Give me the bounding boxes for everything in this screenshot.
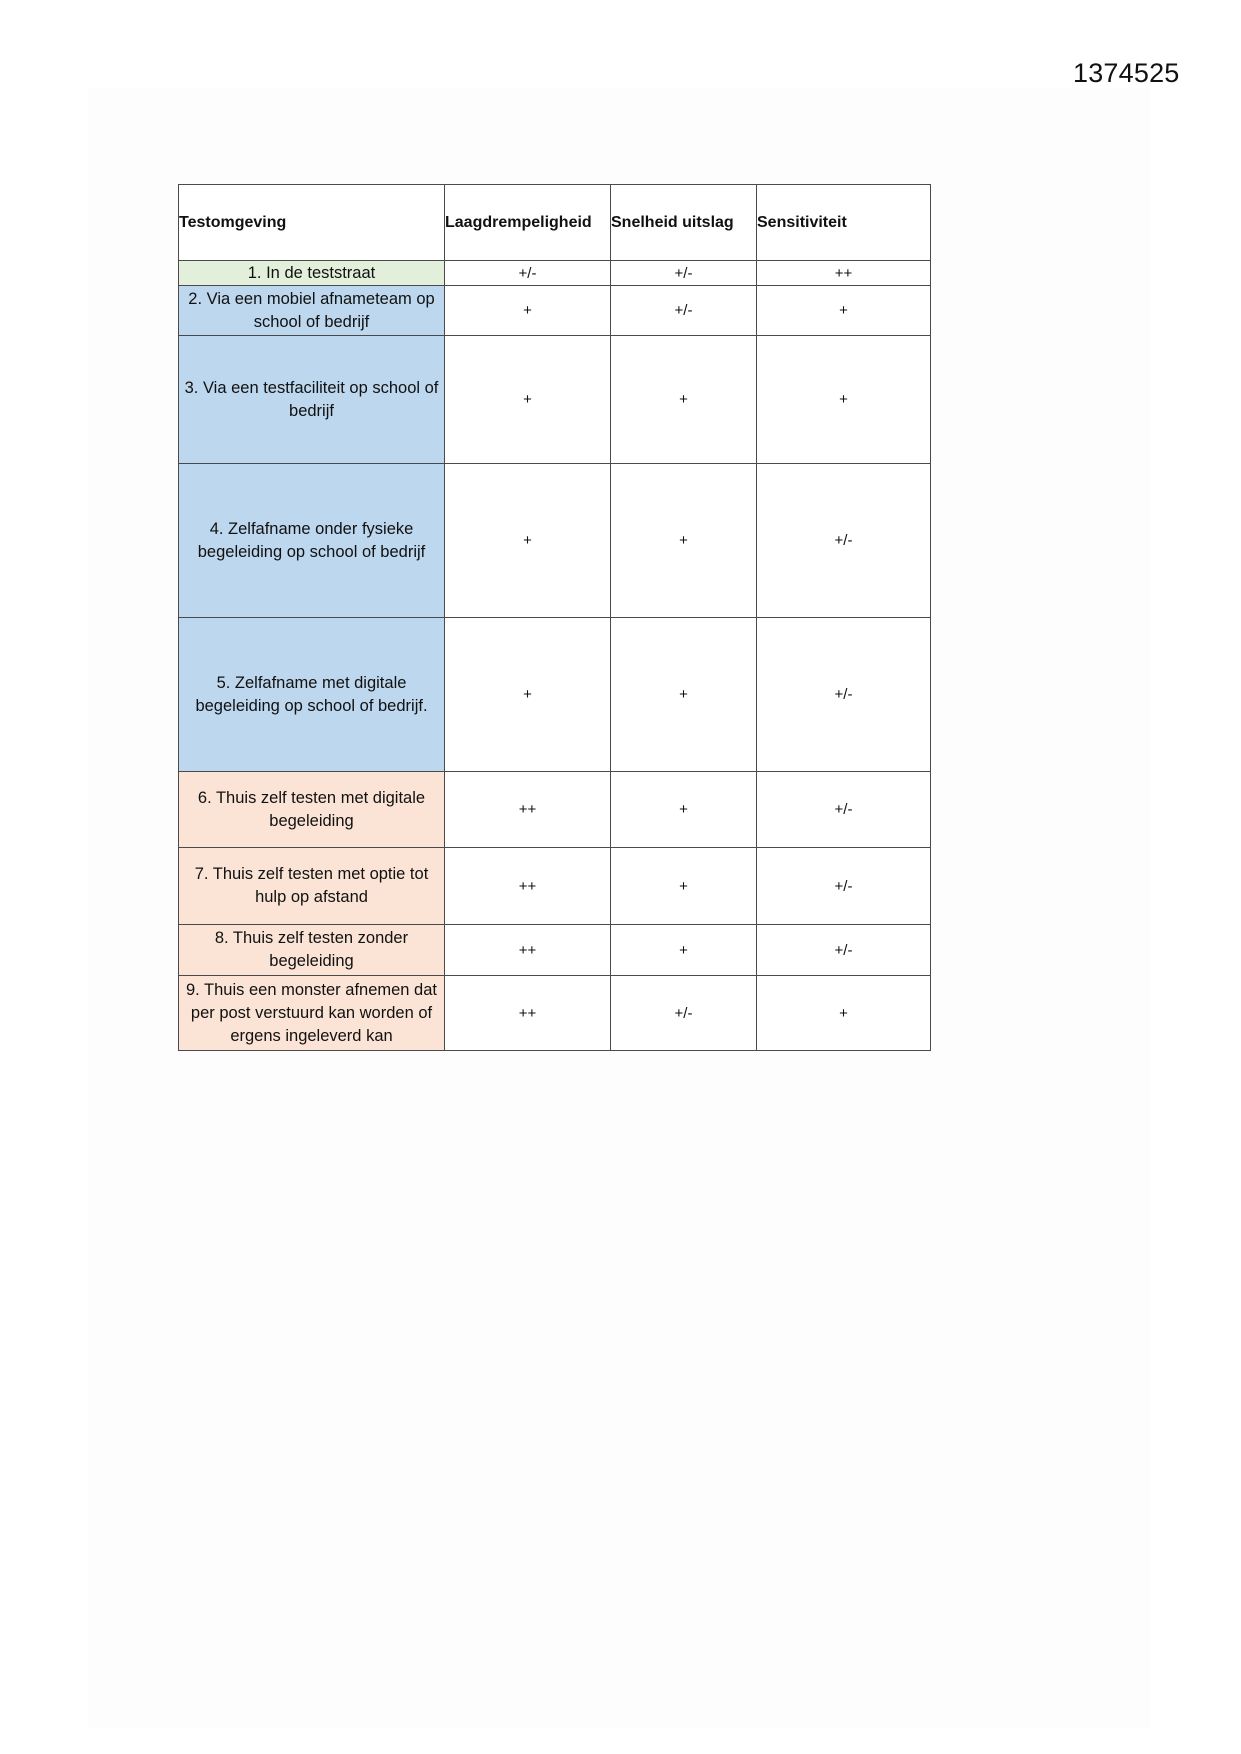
page-number: 1374525 <box>1073 58 1180 88</box>
table-row <box>179 976 931 1051</box>
row-label: 3. Via een testfaciliteit op school of bedrijf <box>179 336 445 464</box>
cell-sensitiviteit: + <box>757 286 931 336</box>
cell-snelheid-uitslag: + <box>611 618 757 772</box>
cell-sensitiviteit: +/- <box>757 464 931 618</box>
header-snelheid-uitslag: Snelheid uitslag <box>611 185 757 261</box>
row-label: 1. In de teststraat <box>179 261 445 286</box>
row-label: 9. Thuis een monster afnemen dat per post verstuurd kan worden of ergens ingeleverd kan <box>179 976 445 1051</box>
cell-laagdrempeligheid: + <box>445 618 611 772</box>
cell-sensitiviteit: + <box>757 976 931 1051</box>
cell-sensitiviteit: +/- <box>757 848 931 925</box>
cell-snelheid-uitslag: +/- <box>611 261 757 286</box>
cell-laagdrempeligheid: + <box>445 464 611 618</box>
cell-sensitiviteit: +/- <box>757 772 931 848</box>
cell-laagdrempeligheid: ++ <box>445 772 611 848</box>
row-label: 5. Zelfafname met digitale begeleiding op school of bedrijf. <box>179 618 445 772</box>
cell-snelheid-uitslag: + <box>611 925 757 976</box>
header-testomgeving: Testomgeving <box>179 185 445 261</box>
cell-snelheid-uitslag: +/- <box>611 976 757 1051</box>
row-label: 7. Thuis zelf testen met optie tot hulp op afstand <box>179 848 445 925</box>
header-sensitiviteit: Sensitiviteit <box>757 185 931 261</box>
table-row <box>179 261 931 286</box>
table-row <box>179 286 931 336</box>
cell-laagdrempeligheid: ++ <box>445 925 611 976</box>
testomgeving-table <box>178 184 931 1051</box>
cell-laagdrempeligheid: + <box>445 336 611 464</box>
cell-snelheid-uitslag: + <box>611 464 757 618</box>
row-label: 4. Zelfafname onder fysieke begeleiding op school of bedrijf <box>179 464 445 618</box>
cell-laagdrempeligheid: ++ <box>445 976 611 1051</box>
cell-sensitiviteit: ++ <box>757 261 931 286</box>
table-header-row <box>179 185 931 261</box>
cell-laagdrempeligheid: ++ <box>445 848 611 925</box>
cell-sensitiviteit: + <box>757 336 931 464</box>
header-laagdrempeligheid: Laagdrempeligheid <box>445 185 611 261</box>
cell-laagdrempeligheid: +/- <box>445 261 611 286</box>
table-row <box>179 772 931 848</box>
cell-snelheid-uitslag: + <box>611 772 757 848</box>
row-label: 2. Via een mobiel afnameteam op school of bedrijf <box>179 286 445 336</box>
cell-sensitiviteit: +/- <box>757 618 931 772</box>
cell-snelheid-uitslag: + <box>611 336 757 464</box>
table-row <box>179 925 931 976</box>
cell-snelheid-uitslag: + <box>611 848 757 925</box>
cell-laagdrempeligheid: + <box>445 286 611 336</box>
table-row <box>179 464 931 618</box>
table-row <box>179 848 931 925</box>
row-label: 6. Thuis zelf testen met digitale begeleiding <box>179 772 445 848</box>
table-row <box>179 336 931 464</box>
cell-snelheid-uitslag: +/- <box>611 286 757 336</box>
row-label: 8. Thuis zelf testen zonder begeleiding <box>179 925 445 976</box>
cell-sensitiviteit: +/- <box>757 925 931 976</box>
table-row <box>179 618 931 772</box>
